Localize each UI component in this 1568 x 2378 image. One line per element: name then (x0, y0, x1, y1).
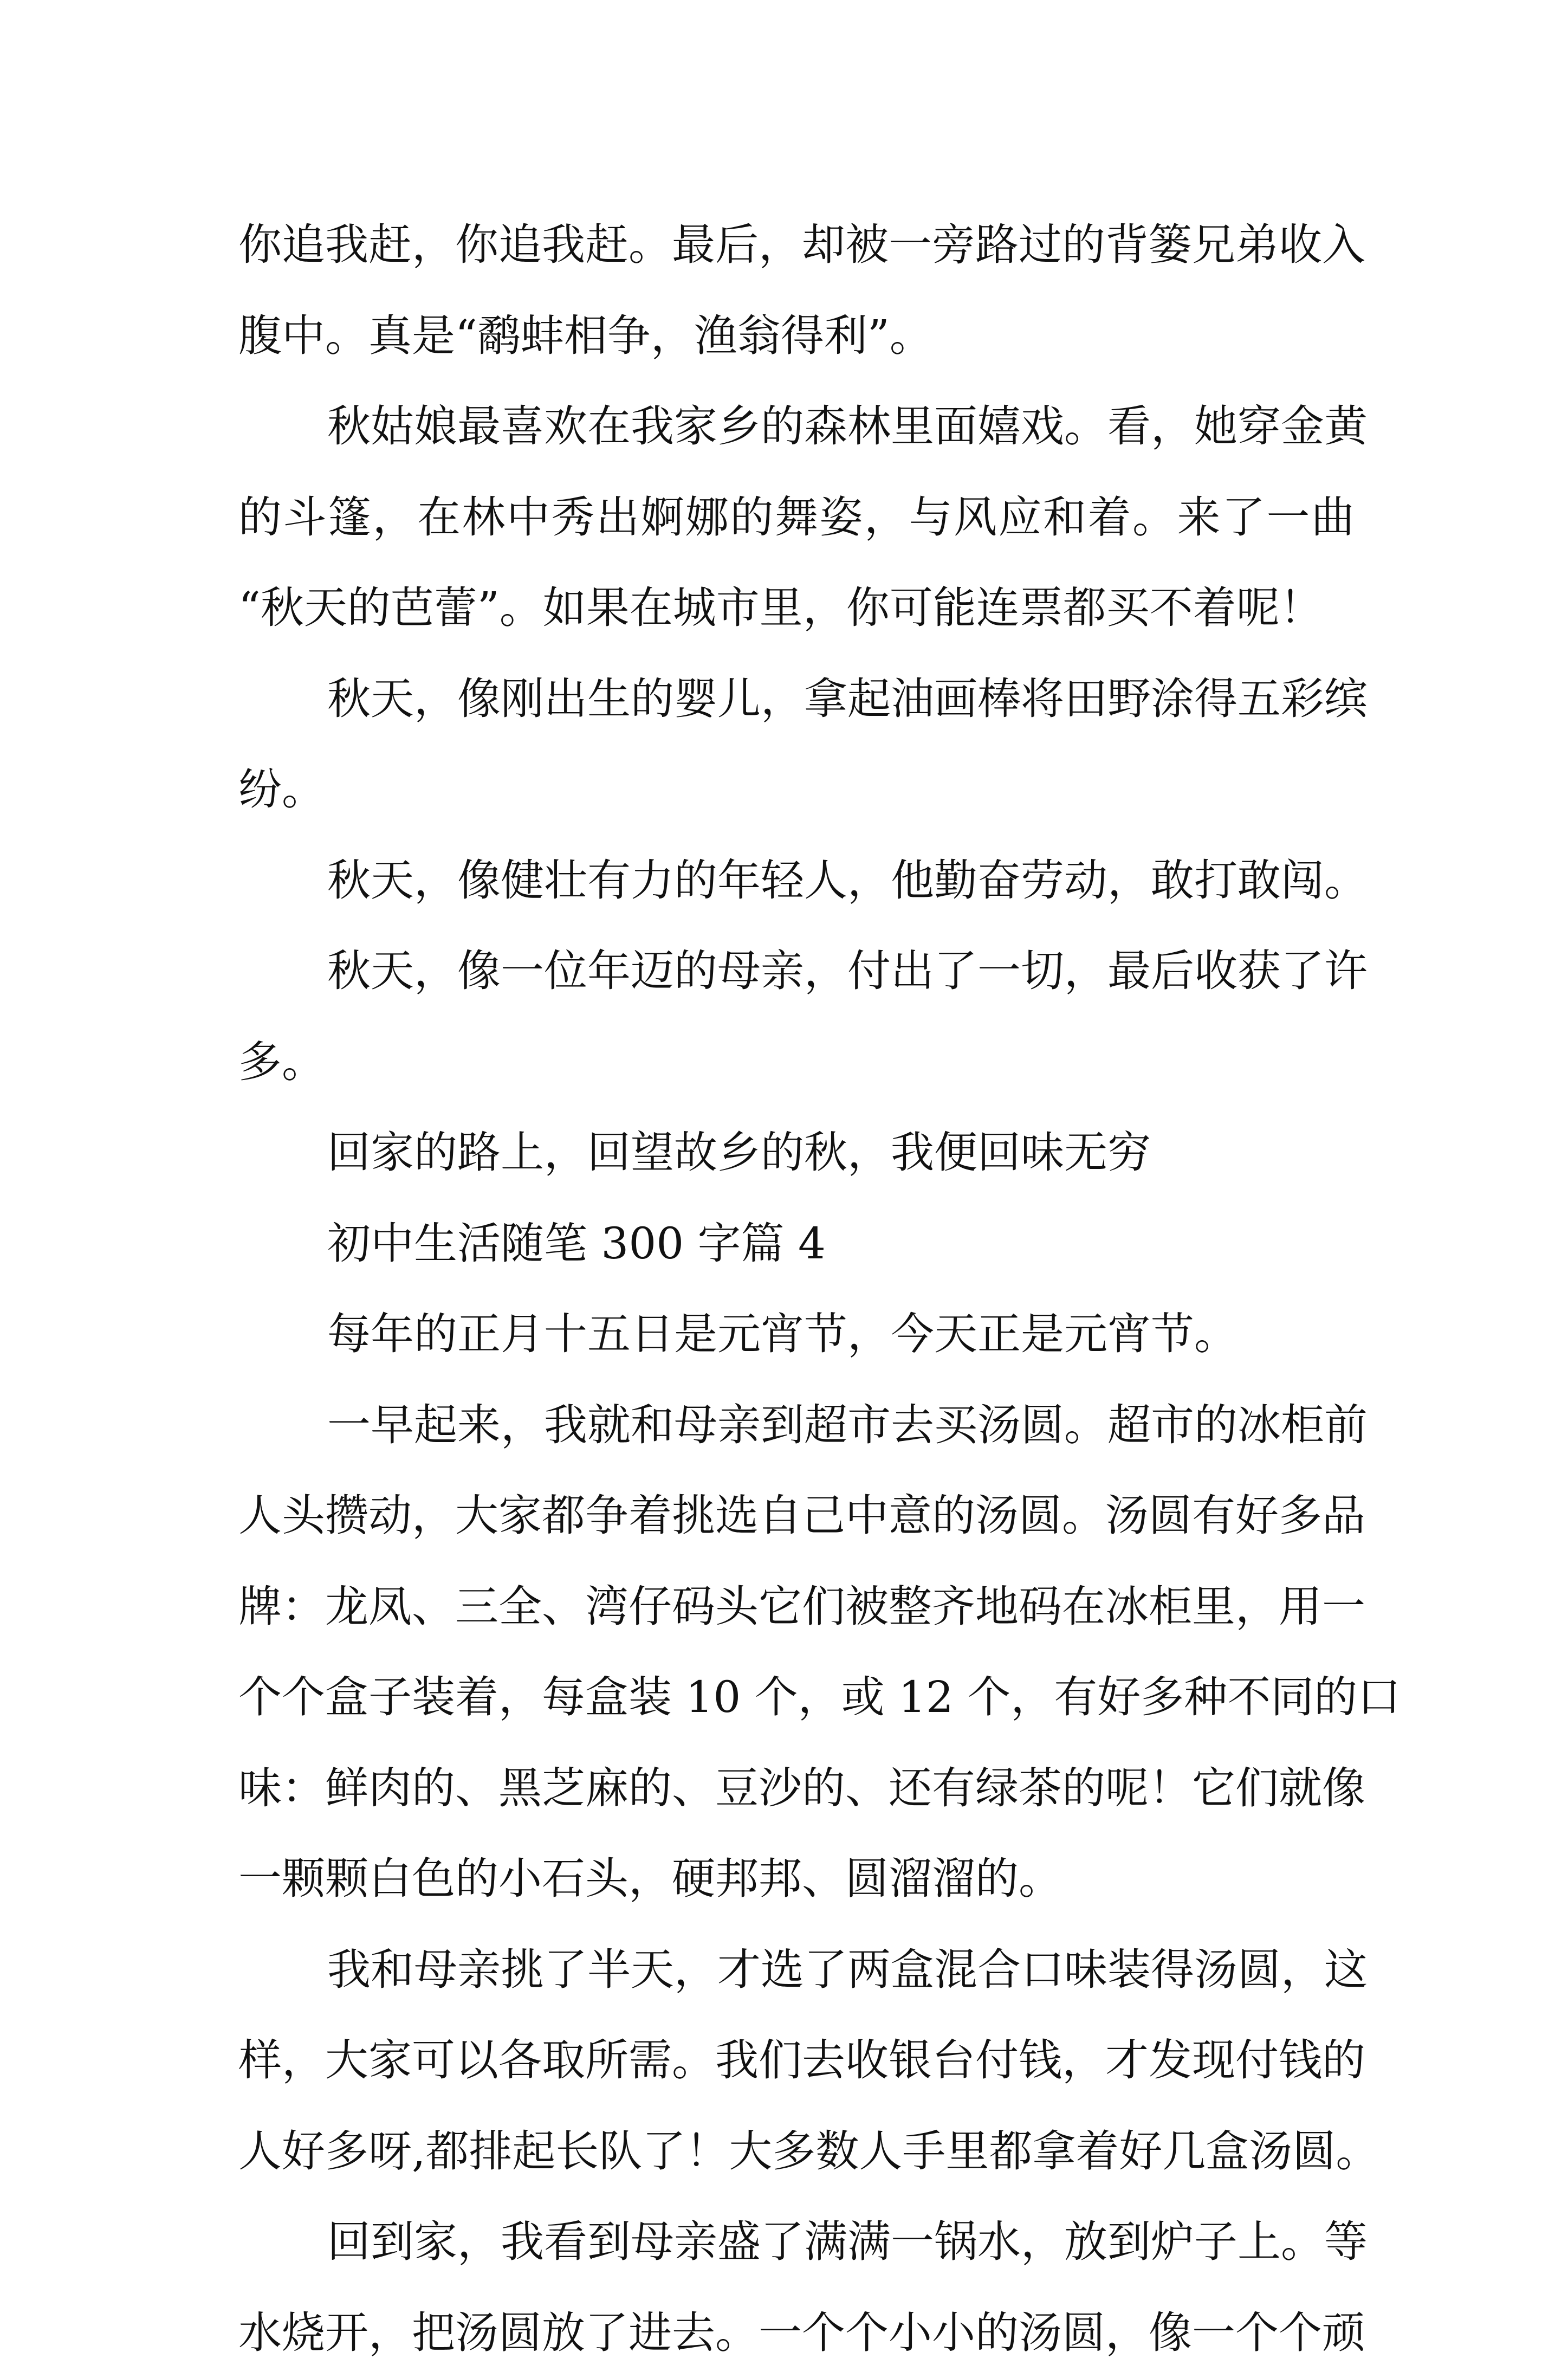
paragraph-start-line: 秋天，像健壮有力的年轻人，他勤奋劳动，敢打敢闯。 (238, 835, 1355, 926)
text-line: 味：鲜肉的、黑芝麻的、豆沙的、还有绿茶的呢！它们就像 (238, 1743, 1355, 1834)
paragraph-start-line: 秋姑娘最喜欢在我家乡的森林里面嬉戏。看，她穿金黄 (238, 381, 1355, 472)
paragraph-start-line: 一早起来，我就和母亲到超市去买汤圆。超市的冰柜前 (238, 1380, 1355, 1471)
text-line: 水烧开，把汤圆放了进去。一个个小小的汤圆，像一个个顽 (238, 2287, 1355, 2378)
section-heading: 初中生活随笔 300 字篇 4 (238, 1198, 1355, 1289)
paragraph-start-line: 我和母亲挑了半天，才选了两盒混合口味装得汤圆，这 (238, 1924, 1355, 2015)
paragraph-start-line: 秋天，像刚出生的婴儿，拿起油画棒将田野涂得五彩缤 (238, 654, 1355, 745)
text-line: 样，大家可以各取所需。我们去收银台付钱，才发现付钱的 (238, 2015, 1355, 2106)
text-line: 一颗颗白色的小石头，硬邦邦、圆溜溜的。 (238, 1833, 1355, 1924)
text-line: 你追我赶，你追我赶。最后，却被一旁路过的背篓兄弟收入 (238, 199, 1355, 290)
text-line: 多。 (238, 1017, 1355, 1108)
paragraph-start-line: 秋天，像一位年迈的母亲，付出了一切，最后收获了许 (238, 926, 1355, 1017)
paragraph-start-line: 回到家，我看到母亲盛了满满一锅水，放到炉子上。等 (238, 2196, 1355, 2287)
paragraph-start-line: 每年的正月十五日是元宵节，今天正是元宵节。 (238, 1289, 1355, 1380)
text-line: 腹中。真是“鹬蚌相争，渔翁得利”。 (238, 290, 1355, 382)
text-line: 个个盒子装着，每盒装 10 个，或 12 个，有好多种不同的口 (238, 1652, 1355, 1743)
text-line: 人好多呀,都排起长队了！大多数人手里都拿着好几盒汤圆。 (238, 2106, 1355, 2197)
text-line: 纷。 (238, 744, 1355, 835)
body-text (238, 199, 1355, 2378)
paragraph-start-line: 回家的路上，回望故乡的秋，我便回味无穷 (238, 1107, 1355, 1198)
text-line: 牌：龙凤、三全、湾仔码头它们被整齐地码在冰柜里，用一 (238, 1561, 1355, 1652)
text-line: “秋天的芭蕾”。如果在城市里，你可能连票都买不着呢！ (238, 563, 1355, 654)
text-line: 的斗篷，在林中秀出婀娜的舞姿，与风应和着。来了一曲 (238, 472, 1355, 563)
text-line: 人头攒动，大家都争着挑选自己中意的汤圆。汤圆有好多品 (238, 1470, 1355, 1561)
